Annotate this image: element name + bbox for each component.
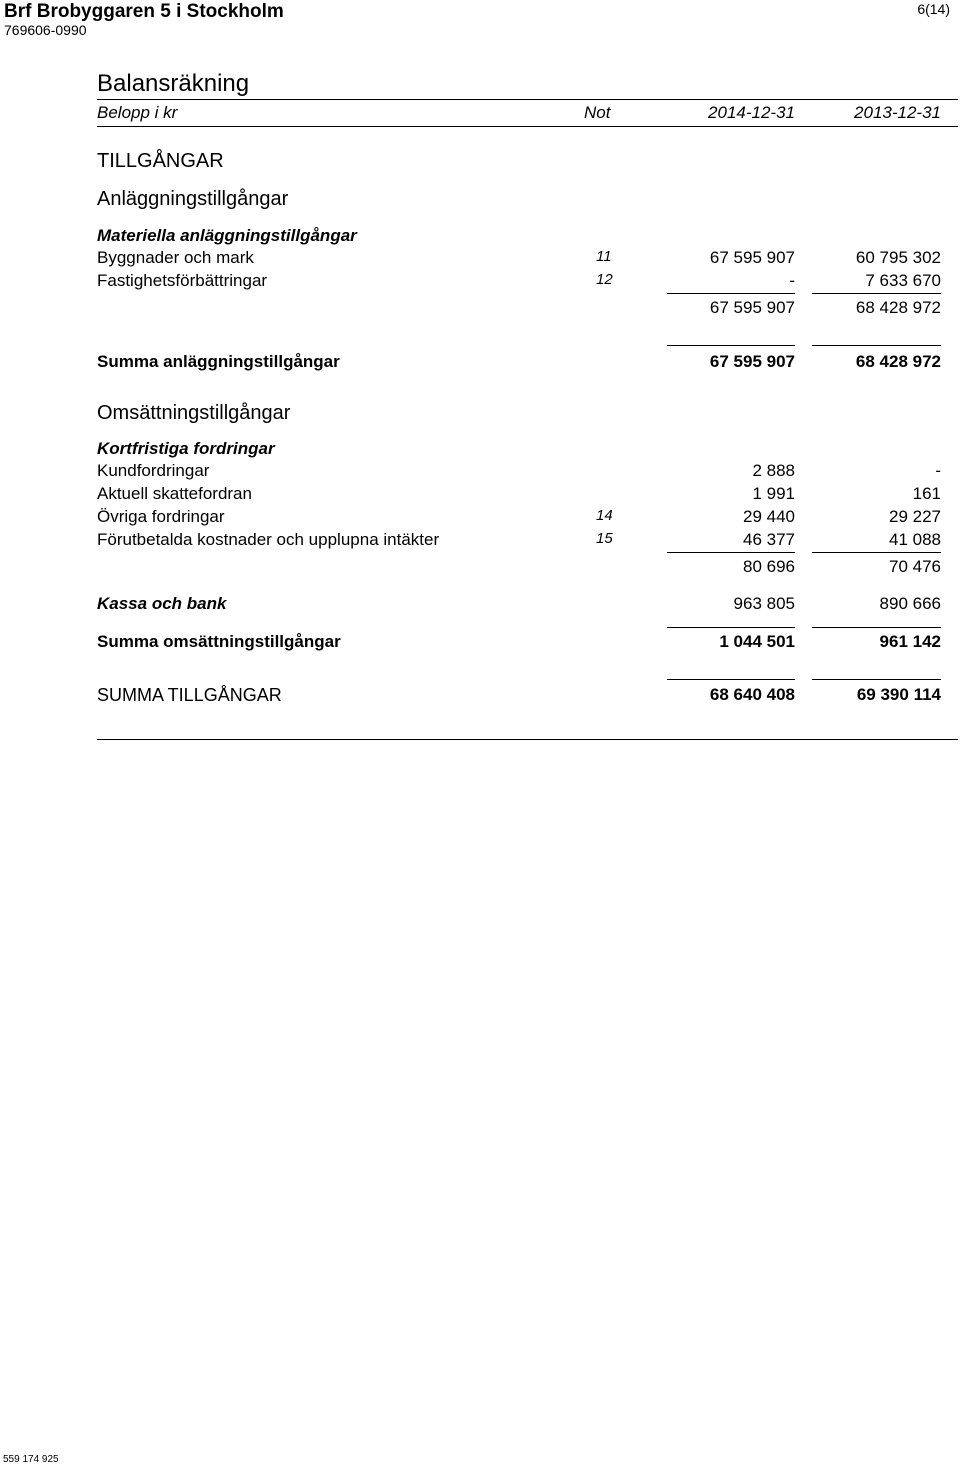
- sum-line: [667, 552, 795, 553]
- column-header-amount: Belopp i kr: [97, 103, 178, 122]
- row-value-2013: 29 227: [889, 507, 941, 526]
- grand-total-2013: 69 390 114: [856, 685, 941, 704]
- column-header-year-2014: 2014-12-31: [708, 103, 795, 122]
- row-note: 15: [596, 530, 613, 547]
- row-value-2013: 60 795 302: [855, 248, 941, 267]
- row-label: Förutbetalda kostnader och upplupna intäkter: [97, 530, 440, 549]
- header-rule: [97, 126, 958, 127]
- sum-line: [667, 679, 795, 680]
- row-value-2014: 29 440: [743, 507, 795, 526]
- row-note: 11: [596, 248, 612, 265]
- fixed-total-label: Summa anläggningstillgångar: [97, 352, 340, 371]
- cash-label: Kassa och bank: [97, 594, 227, 613]
- fixed-subtotal-2013: 68 428 972: [855, 298, 941, 317]
- fixed-subtotal-2014: 67 595 907: [709, 298, 795, 317]
- page-number: 6(14): [917, 1, 950, 17]
- sum-line: [667, 627, 795, 628]
- grand-total-2014: 68 640 408: [709, 685, 795, 704]
- current-total-2013: 961 142: [879, 632, 941, 651]
- row-note: 14: [596, 507, 613, 524]
- row-label: Kundfordringar: [97, 461, 210, 480]
- row-value-2013: 41 088: [889, 530, 941, 549]
- report-title: Balansräkning: [97, 70, 250, 97]
- fixed-total-2014: 67 595 907: [709, 352, 795, 371]
- current-total-label: Summa omsättningstillgångar: [97, 632, 341, 651]
- current-total-2014: 1 044 501: [719, 632, 795, 651]
- fixed-total-2013: 68 428 972: [855, 352, 941, 371]
- assets-heading: TILLGÅNGAR: [97, 150, 224, 172]
- row-value-2013: -: [935, 461, 941, 480]
- title-rule: [97, 99, 958, 100]
- closing-rule: [97, 739, 958, 740]
- sum-line: [812, 293, 941, 294]
- row-value-2013: 7 633 670: [865, 271, 941, 290]
- column-header-note: Not: [584, 103, 611, 122]
- row-value-2014: -: [789, 271, 795, 290]
- organization-number: 769606-0990: [4, 22, 87, 38]
- row-value-2014: 46 377: [743, 530, 795, 549]
- fixed-assets-heading: Anläggningstillgångar: [97, 188, 289, 210]
- current-assets-heading: Omsättningstillgångar: [97, 402, 291, 424]
- row-label: Övriga fordringar: [97, 507, 225, 526]
- sum-line: [812, 679, 941, 680]
- row-value-2014: 2 888: [752, 461, 795, 480]
- cash-value-2014: 963 805: [733, 594, 795, 613]
- row-label: Aktuell skattefordran: [97, 484, 252, 503]
- sum-line: [812, 345, 941, 346]
- grand-total-label: SUMMA TILLGÅNGAR: [97, 685, 282, 705]
- sum-line: [812, 627, 941, 628]
- row-value-2014: 1 991: [752, 484, 795, 503]
- tangible-assets-category: Materiella anläggningstillgångar: [97, 226, 357, 245]
- sum-line: [812, 552, 941, 553]
- row-label: Fastighetsförbättringar: [97, 271, 268, 290]
- receivables-subtotal-2013: 70 476: [889, 557, 941, 576]
- document-id: 559 174 925: [3, 1454, 59, 1465]
- row-label: Byggnader och mark: [97, 248, 254, 267]
- row-value-2013: 161: [912, 484, 941, 503]
- column-header-year-2013: 2013-12-31: [854, 103, 941, 122]
- organization-name: Brf Brobyggaren 5 i Stockholm: [4, 1, 284, 22]
- cash-value-2013: 890 666: [879, 594, 941, 613]
- sum-line: [667, 293, 795, 294]
- row-value-2014: 67 595 907: [709, 248, 795, 267]
- receivables-subtotal-2014: 80 696: [743, 557, 795, 576]
- receivables-category: Kortfristiga fordringar: [97, 439, 275, 458]
- row-note: 12: [596, 271, 613, 288]
- sum-line: [667, 345, 795, 346]
